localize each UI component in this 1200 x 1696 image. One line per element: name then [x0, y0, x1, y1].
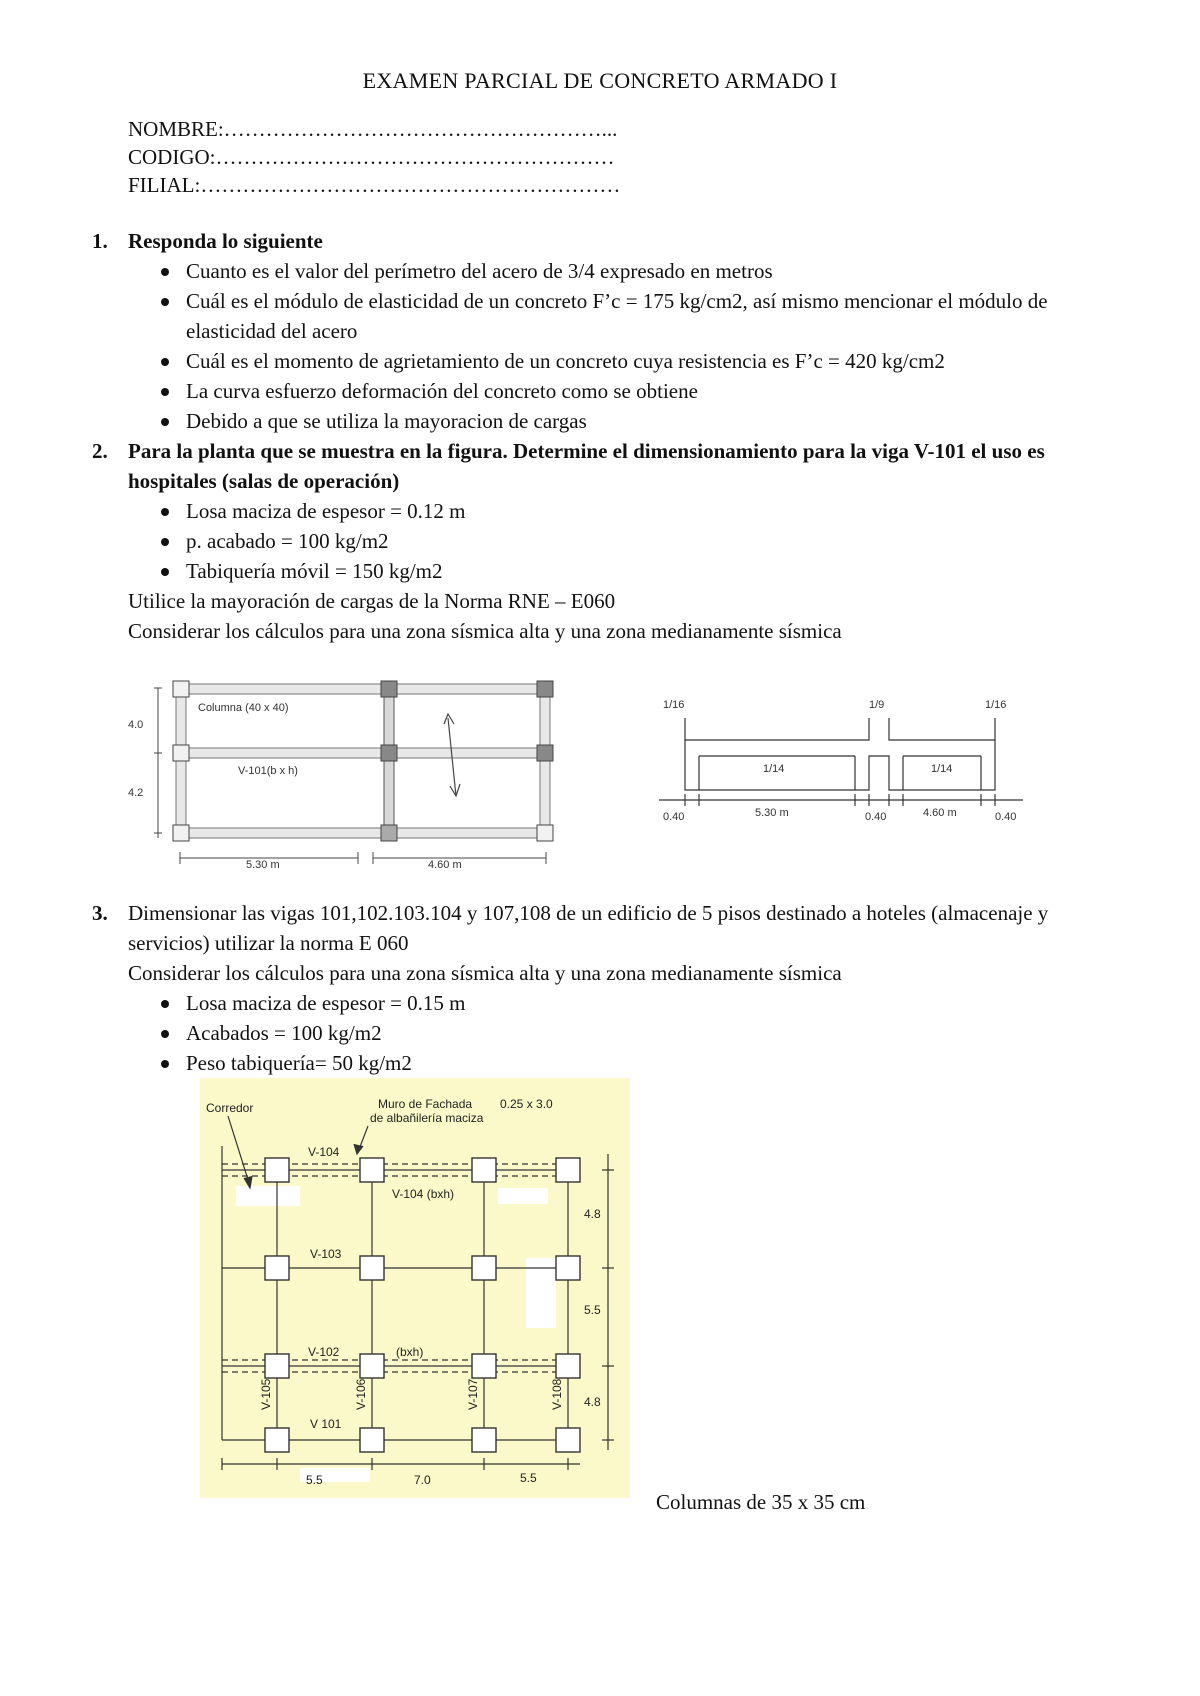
beam-v106-label: V-106	[354, 1378, 368, 1410]
column-node	[556, 1354, 580, 1378]
span-3-label: 5.5	[520, 1471, 537, 1485]
coef-2-label: 1/9	[869, 699, 885, 711]
beam-label: V-101(b x h)	[238, 765, 298, 777]
beam-bxh-label: (bxh)	[396, 1345, 424, 1359]
beam-bottom	[176, 828, 550, 838]
question-3-list	[128, 988, 1108, 1078]
question-3-number: 3.	[92, 901, 108, 925]
column-node	[360, 1158, 384, 1182]
beam-v105-label: V-105	[259, 1378, 273, 1410]
list-item: La curva esfuerzo deformación del concreto como se obtiene	[128, 376, 1108, 406]
column-node	[556, 1158, 580, 1182]
list-item: Cuál es el momento de agrietamiento de un concreto cuya resistencia es F’c = 420 kg/cm2	[128, 346, 1108, 376]
question-3-zone-line: Considerar los cálculos para una zona sísmica alta y una zona medianamente sísmica	[128, 961, 842, 985]
coef-span-2-label: 1/14	[931, 763, 953, 775]
question-1-heading: Responda lo siguiente	[128, 229, 323, 253]
question-2-heading: Para la planta que se muestra en la figura. Determine el dimensionamiento para la viga V-101 el uso es hospitales (salas de operación)	[128, 439, 1045, 493]
span-1-label: 5.30 m	[246, 859, 280, 868]
question-2-list	[128, 496, 1108, 586]
beam-v102-label: V-102	[308, 1345, 340, 1359]
beam-v101-label: V 101	[310, 1417, 342, 1431]
column-node	[472, 1428, 496, 1452]
beam-middle	[176, 748, 550, 758]
column-node	[472, 1256, 496, 1280]
column-node	[472, 1158, 496, 1182]
list-item: Debido a que se utiliza la mayoracion de cargas	[128, 406, 1108, 436]
column-node	[173, 745, 189, 761]
question-3-body	[128, 898, 1108, 1078]
column-node	[265, 1158, 289, 1182]
floor-plan-figure	[128, 668, 568, 868]
corredor-label: Corredor	[206, 1101, 254, 1115]
span-1-label: 5.30 m	[755, 807, 789, 819]
dim-4-8-top-label: 4.8	[584, 1207, 601, 1221]
question-2-body	[128, 436, 1108, 646]
columns-note: Columnas de 35 x 35 cm	[656, 1490, 866, 1514]
column-node	[537, 825, 553, 841]
list-item: Losa maciza de espesor = 0.15 m	[128, 988, 1108, 1018]
coef-3-label: 1/16	[985, 699, 1007, 711]
list-item: Tabiquería móvil = 150 kg/m2	[128, 556, 1108, 586]
beam-top	[176, 684, 550, 694]
moment-coefficients-figure	[655, 690, 1045, 830]
exam-title: EXAMEN PARCIAL DE CONCRETO ARMADO I	[362, 68, 838, 93]
list-item: Cuál es el módulo de elasticidad de un concreto F’c = 175 kg/cm2, así mismo mencionar el módulo de elasticidad del acero	[128, 286, 1108, 346]
column-node	[381, 681, 397, 697]
list-item: Cuanto es el valor del perímetro del acero de 3/4 expresado en metros	[128, 256, 1108, 286]
muro-dim-label: 0.25 x 3.0	[500, 1097, 553, 1111]
column-node	[360, 1354, 384, 1378]
column-node	[265, 1428, 289, 1452]
column-node	[381, 745, 397, 761]
column-node	[265, 1354, 289, 1378]
building-plan-figure	[200, 1078, 630, 1498]
coef-span-1-label: 1/14	[763, 763, 785, 775]
question-2-number: 2.	[92, 439, 108, 463]
dim-bottom-label: 4.2	[128, 787, 144, 799]
column-node	[360, 1428, 384, 1452]
column-node	[537, 745, 553, 761]
beam-v104-bxh-label: V-104 (bxh)	[392, 1187, 455, 1201]
span-2-label: 4.60 m	[923, 807, 957, 819]
span-2-label: 4.60 m	[428, 859, 462, 868]
muro-label-line-2: de albañilería maciza	[370, 1111, 484, 1125]
span-1-label: 5.5	[306, 1473, 323, 1487]
list-item: Peso tabiquería= 50 kg/m2	[128, 1048, 1108, 1078]
question-1-list	[128, 256, 1108, 436]
column-node	[556, 1428, 580, 1452]
span-2-label: 7.0	[414, 1473, 431, 1487]
list-item: Acabados = 100 kg/m2	[128, 1018, 1108, 1048]
beam-v108-label: V-108	[550, 1378, 564, 1410]
question-2-norm-line: Utilice la mayoración de cargas de la Norma RNE – E060	[128, 589, 616, 613]
coef-1-label: 1/16	[663, 699, 685, 711]
column-node	[556, 1256, 580, 1280]
width-3-label: 0.40	[995, 811, 1017, 823]
question-1-number: 1.	[92, 229, 108, 253]
question-3-text: Dimensionar las vigas 101,102.103.104 y 107,108 de un edificio de 5 pisos destinado a hoteles (almacenaje y servicios) utilizar la norma E 060	[128, 901, 1049, 955]
dim-5-5-label: 5.5	[584, 1303, 601, 1317]
list-item: Losa maciza de espesor = 0.12 m	[128, 496, 1108, 526]
column-node	[173, 681, 189, 697]
width-1-label: 0.40	[663, 811, 685, 823]
codigo-field[interactable]: CODIGO:…………………………………………………	[128, 145, 615, 169]
column-node	[472, 1354, 496, 1378]
column-label: Columna (40 x 40)	[198, 702, 289, 714]
column-node	[381, 825, 397, 841]
muro-label-line-1: Muro de Fachada	[378, 1097, 473, 1111]
dim-top-label: 4.0	[128, 719, 144, 731]
width-2-label: 0.40	[865, 811, 887, 823]
filial-field[interactable]: FILIAL:……………………………………………………	[128, 173, 621, 197]
column-node	[265, 1256, 289, 1280]
column-node	[360, 1256, 384, 1280]
beam-v104-label: V-104	[308, 1145, 340, 1159]
column-node	[173, 825, 189, 841]
nombre-field[interactable]: NOMBRE:………………………………………………...	[128, 117, 618, 141]
list-item: p. acabado = 100 kg/m2	[128, 526, 1108, 556]
beam-v107-label: V-107	[466, 1378, 480, 1410]
column-node	[537, 681, 553, 697]
beam-v103-label: V-103	[310, 1247, 342, 1261]
dim-4-8-bottom-label: 4.8	[584, 1395, 601, 1409]
question-2-zone-line: Considerar los cálculos para una zona sísmica alta y una zona medianamente sísmica	[128, 619, 842, 643]
question-1-body	[128, 226, 1108, 436]
